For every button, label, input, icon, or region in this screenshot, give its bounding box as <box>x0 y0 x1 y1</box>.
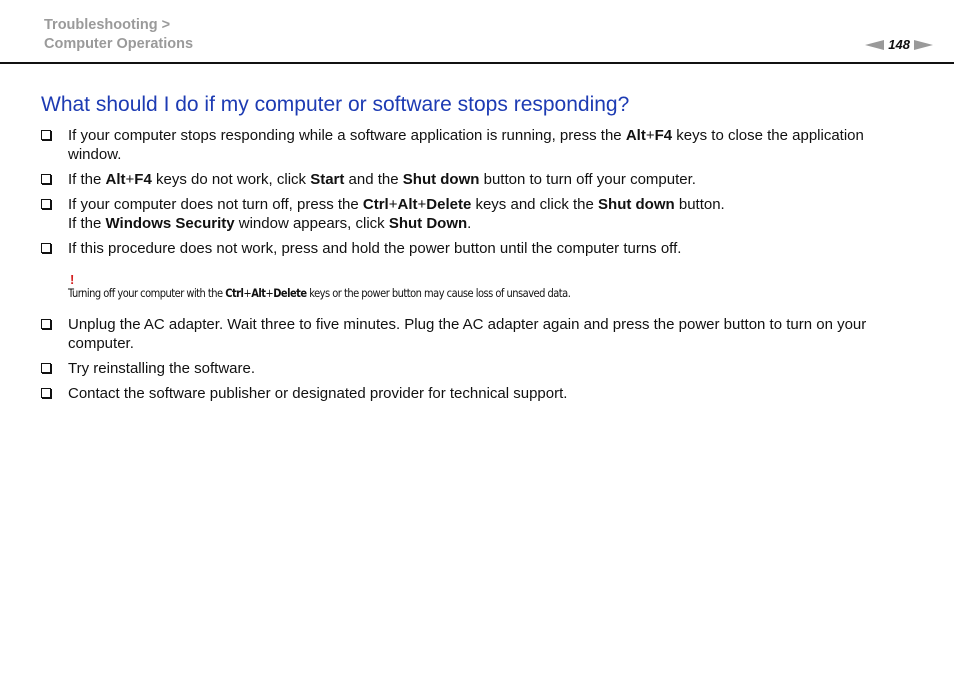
note-text <box>68 286 802 301</box>
item-text: Unplug the AC adapter. Wait three to five minutes. Plug the AC adapter again and press the power button to turn on your computer. <box>68 316 867 352</box>
next-page-arrow-icon[interactable] <box>914 40 933 50</box>
page-number: 148 <box>888 37 910 52</box>
list-item <box>41 170 921 189</box>
page-title: What should I do if my computer or software stops responding? <box>41 93 630 116</box>
item-text: If this procedure does not work, press and hold the power button until the computer turns off. <box>68 240 682 257</box>
plus-sign: + <box>417 196 427 213</box>
key-f4: F4 <box>134 171 152 188</box>
checkbox-bullet-icon <box>41 243 51 253</box>
item-text: Try reinstalling the software. <box>68 360 256 377</box>
list-item <box>41 126 921 164</box>
checkbox-bullet-icon <box>41 388 51 398</box>
item-text: keys to close the application window. <box>68 127 864 163</box>
item-text: button to turn off your computer. <box>479 171 696 188</box>
page-header <box>0 0 954 64</box>
key-alt: Alt <box>625 127 646 144</box>
previous-page-arrow-icon[interactable] <box>865 40 884 50</box>
item-text: keys do not work, click <box>151 171 311 188</box>
key-alt: Alt <box>397 196 418 213</box>
key-ctrl: Ctrl <box>225 286 244 300</box>
header-divider <box>0 62 954 64</box>
key-alt: Alt <box>251 286 266 300</box>
note-text-part: keys or the power button may cause loss of unsaved data. <box>306 286 571 300</box>
plus-sign: + <box>645 127 655 144</box>
key-delete: Delete <box>426 196 472 213</box>
start-label: Start <box>310 171 345 188</box>
checkbox-bullet-icon <box>41 319 51 329</box>
key-delete: Delete <box>273 286 307 300</box>
list-item <box>41 384 921 403</box>
item-text: Contact the software publisher or designated provider for technical support. <box>68 385 568 402</box>
windows-security-label: Windows Security <box>105 215 235 232</box>
checkbox-bullet-icon <box>41 174 51 184</box>
main-content <box>41 126 921 409</box>
page-navigation <box>865 37 933 52</box>
plus-sign: + <box>388 196 398 213</box>
item-text: If the <box>68 171 106 188</box>
list-item <box>41 195 921 233</box>
plus-sign: + <box>243 286 252 300</box>
shut-down-label: Shut down <box>402 171 480 188</box>
item-text: button. <box>674 196 725 213</box>
key-alt: Alt <box>105 171 126 188</box>
item-text: keys and click the <box>471 196 599 213</box>
item-text: If your computer does not turn off, press the <box>68 196 363 213</box>
list-item <box>41 359 921 378</box>
item-text: . <box>467 215 472 232</box>
warning-note <box>41 273 921 301</box>
warning-icon: ! <box>70 272 75 287</box>
item-text: If your computer stops responding while a software application is running, press the <box>68 127 626 144</box>
checkbox-bullet-icon <box>41 130 51 140</box>
key-f4: F4 <box>654 127 673 144</box>
checkbox-bullet-icon <box>41 199 51 209</box>
shut-down-label: Shut Down <box>388 215 468 232</box>
list-item <box>41 239 921 258</box>
checkbox-bullet-icon <box>41 363 51 373</box>
plus-sign: + <box>125 171 135 188</box>
breadcrumb-section[interactable]: Troubleshooting > <box>44 17 171 33</box>
shut-down-label: Shut down <box>598 196 675 213</box>
item-text: and the <box>344 171 403 188</box>
plus-sign: + <box>265 286 274 300</box>
item-text: window appears, click <box>234 215 389 232</box>
key-ctrl: Ctrl <box>362 196 389 213</box>
breadcrumb-subsection[interactable]: Computer Operations <box>44 36 194 52</box>
list-item <box>41 315 921 353</box>
breadcrumb <box>44 16 193 54</box>
note-text-part: Turning off your computer with the <box>68 286 226 300</box>
item-text: If the <box>68 215 106 232</box>
